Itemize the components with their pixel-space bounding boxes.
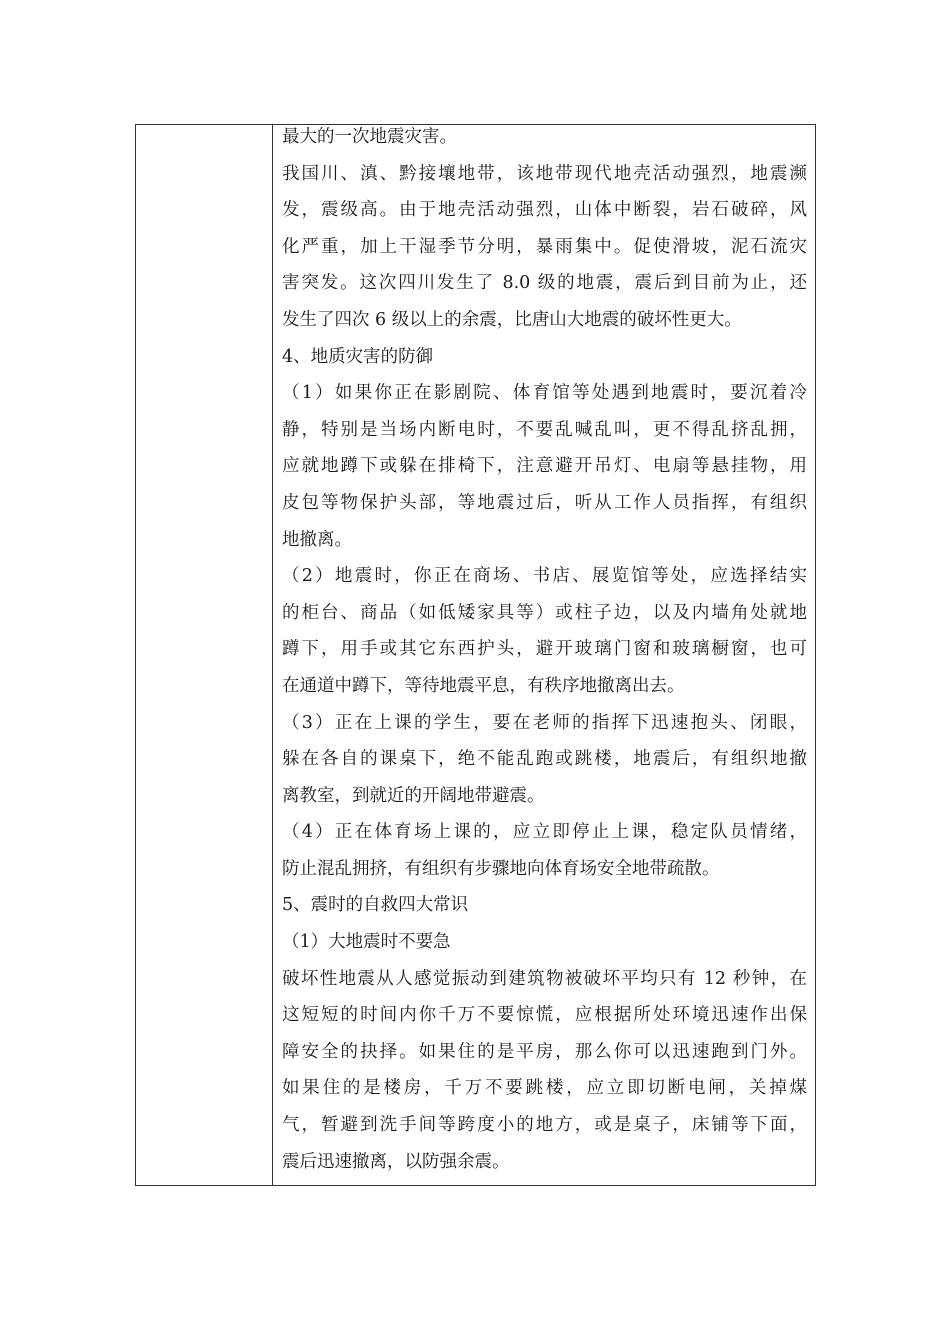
text-line: 气，暂避到洗手间等跨度小的地方，或是桌子，床铺等下面， [282, 1115, 807, 1136]
text-line: 应就地蹲下或躲在排椅下，注意避开吊灯、电扇等悬挂物，用 [282, 456, 807, 477]
content-table [135, 124, 816, 1186]
text-line: 如果住的是楼房，千万不要跳楼，应立即切断电闸，关掉煤 [282, 1078, 807, 1099]
left-empty-cell [136, 125, 273, 1185]
text-line: 皮包等物保护头部，等地震过后，听从工作人员指挥，有组织 [282, 492, 807, 513]
text-line: 化严重，加上干湿季节分明，暴雨集中。促使滑坡，泥石流灾 [282, 236, 807, 257]
text-line: 离教室，到就近的开阔地带避震。 [282, 785, 545, 806]
text-line: 我国川、滇、黔接壤地带，该地带现代地壳活动强烈，地震濒 [282, 163, 807, 184]
text-line: （1）如果你正在影剧院、体育馆等处遇到地震时，要沉着冷 [282, 383, 807, 404]
text-line: 在通道中蹲下，等待地震平息，有秩序地撤离出去。 [282, 675, 685, 696]
text-line: 地撤离。 [282, 529, 352, 550]
text-line: 4、地质灾害的防御 [282, 346, 434, 367]
text-line: 害突发。这次四川发生了 8.0 级的地震，震后到目前为止，还 [282, 273, 807, 294]
text-line: 震后迅速撤离，以防强余震。 [282, 1151, 510, 1172]
text-line: 蹲下，用手或其它东西护头，避开玻璃门窗和玻璃橱窗，也可 [282, 639, 807, 660]
text-line: （3）正在上课的学生，要在老师的指挥下迅速抱头、闭眼， [282, 712, 807, 733]
text-line: 发生了四次 6 级以上的余震，比唐山大地震的破坏性更大。 [282, 309, 742, 330]
text-line: 破坏性地震从人感觉振动到建筑物被破坏平均只有 12 秒钟，在 [282, 968, 807, 989]
text-line: 发，震级高。由于地壳活动强烈，山体中断裂，岩石破碎，风 [282, 200, 807, 221]
text-line: 躲在各自的课桌下，绝不能乱跑或跳楼，地震后，有组织地撤 [282, 749, 807, 770]
text-line: 5、震时的自救四大常识 [282, 895, 469, 916]
text-line: 这短短的时间内你千万不要惊慌，应根据所处环境迅速作出保 [282, 1005, 807, 1026]
text-line: 的柜台、商品（如低矮家具等）或柱子边，以及内墙角处就地 [282, 602, 807, 623]
text-line: 障安全的抉择。如果住的是平房，那么你可以迅速跑到门外。 [282, 1041, 807, 1062]
text-line: （1）大地震时不要急 [282, 932, 451, 953]
text-line: 最大的一次地震灾害。 [282, 127, 457, 147]
text-line: 静，特别是当场内断电时，不要乱喊乱叫，更不得乱挤乱拥， [282, 419, 807, 440]
text-line: 防止混乱拥挤，有组织有步骤地向体育场安全地带疏散。 [282, 858, 720, 879]
text-line: （2）地震时，你正在商场、书店、展览馆等处，应选择结实 [282, 566, 807, 587]
text-cell [273, 125, 815, 1185]
text-line: （4）正在体育场上课的，应立即停止上课，稳定队员情绪， [282, 822, 807, 843]
